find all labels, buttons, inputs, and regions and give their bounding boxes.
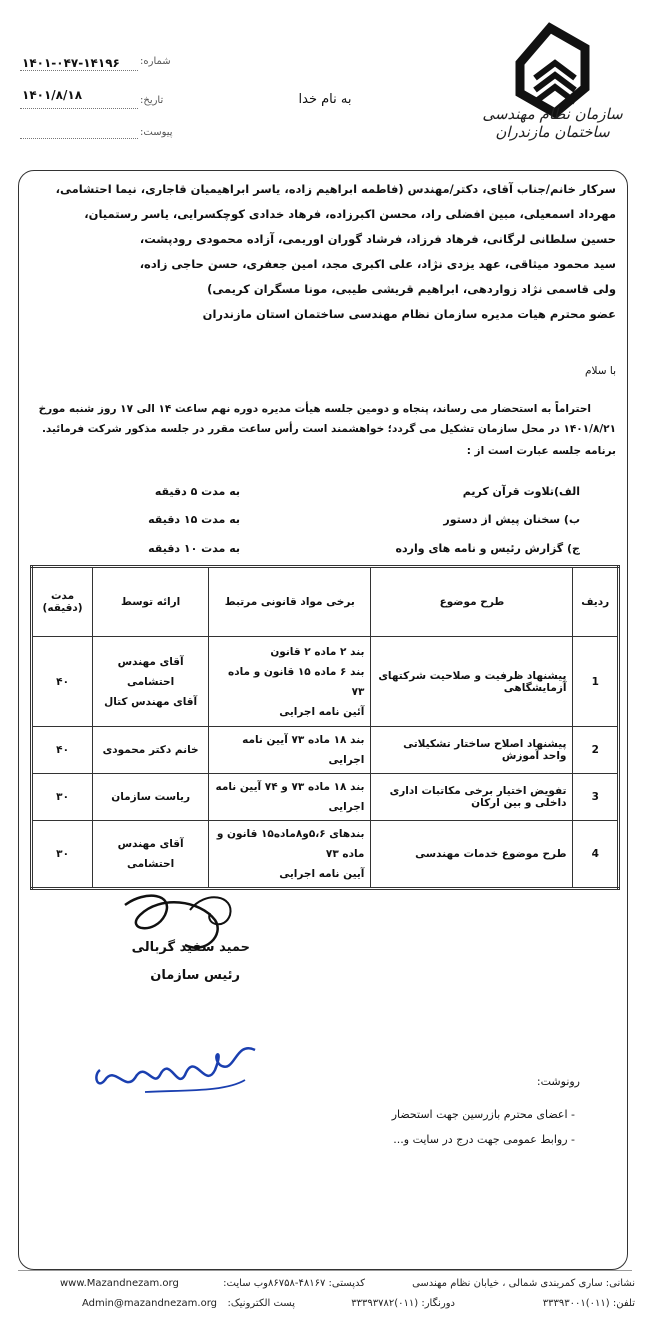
letter-number: ۱۴۰۱-۰۴۷-۱۴۱۹۶ — [22, 56, 120, 70]
table-row — [32, 774, 619, 821]
header-topic: طرح موضوع — [371, 567, 573, 637]
agenda-duration: به مدت ۱۵ دقیقه — [148, 513, 240, 526]
recipient-line: سرکار خانم/جناب آقای، دکتر/مهندس (فاطمه ابراهیم زاده، یاسر ابراهیمیان قاجاری، نیما احتشامی، — [55, 182, 616, 196]
law-line: آیین نامه اجرایی — [279, 868, 365, 880]
presenter-line: آقای مهندس کتال — [104, 695, 198, 708]
signatory-name: حمید سفید گربالی — [131, 940, 250, 955]
agenda-duration: به مدت ۵ دقیقه — [154, 485, 240, 498]
organization-name: سازمان نظام مهندسی ساختمان مازندران — [482, 105, 623, 141]
paragraph-line-2: ۱۴۰۱/۸/۲۱ در محل سازمان تشکیل می گردد؛ خواهشمند است رأس ساعت مقرر در جلسه مذکور شرکت فرمائید. — [41, 423, 616, 435]
table-row — [32, 727, 619, 774]
row-duration: ۳۰ — [32, 821, 93, 889]
row-duration: ۴۰ — [32, 727, 93, 774]
footer-email[interactable]: Admin@mazandnezam.org — [82, 1298, 217, 1309]
paragraph-line-1: احتراماً به استحضار می رساند، پنجاه و دومین جلسه هیأت مدیره دوره نهم ساعت ۱۴ الی ۱۷ روز شنبه مورخ — [38, 403, 591, 415]
number-label: شماره: — [140, 56, 171, 67]
agenda-duration: به مدت ۱۰ دقیقه — [148, 542, 240, 555]
date-label: تاریخ: — [140, 95, 164, 106]
table-header-row — [32, 567, 619, 637]
copies-label: رونوشت: — [536, 1075, 580, 1088]
row-laws — [209, 821, 371, 889]
recipient-line: حسین سلطانی لرگانی، فرهاد فرزاد، فرشاد گوران اوریمی، آزاده محمودی رودپشت، — [139, 232, 616, 246]
presenter-line: آقای مهندس احتشامی — [117, 838, 184, 870]
row-laws — [209, 727, 371, 774]
agenda-item: الف)تلاوت قرآن کریم — [462, 485, 580, 498]
row-topic: تفویض اختیار برخی مکاتبات اداری داخلی و بین ارکان — [371, 774, 573, 821]
row-laws — [209, 774, 371, 821]
date-line — [20, 108, 138, 109]
table-row — [32, 821, 619, 889]
recipient-line: سید محمود میثاقی، عهد یزدی نژاد، علی اکبری مجد، امین جعفری، حسن حاجی زاده، — [139, 257, 616, 271]
table-row — [32, 637, 619, 727]
row-topic: طرح موضوع خدمات مهندسی — [371, 821, 573, 889]
law-line: بند ۱۸ ماده ۷۳ و ۷۴ آیین نامه اجرایی — [215, 781, 365, 813]
presenter-line: آقای مهندس احتشامی — [117, 655, 184, 688]
number-line — [20, 70, 138, 71]
row-presenter — [93, 774, 209, 821]
law-line: بند ۱۸ ماده ۷۳ آیین نامه اجرایی — [242, 734, 365, 766]
recipient-title: عضو محترم هیات مدیره سازمان نظام مهندسی ساختمان استان مازندران — [202, 307, 616, 321]
organization-logo — [505, 18, 590, 118]
row-laws — [209, 637, 371, 727]
bismillah: به نام خدا — [298, 92, 352, 107]
signature-scribble — [105, 885, 255, 975]
law-line: آئین نامه اجرایی — [279, 705, 365, 718]
greeting: با سلام — [584, 365, 616, 377]
header-laws: برخی مواد قانونی مرتبط — [209, 567, 371, 637]
row-duration: ۳۰ — [32, 774, 93, 821]
row-duration: ۴۰ — [32, 637, 93, 727]
law-line: بند ۶ ماده ۱۵ قانون و ماده ۷۳ — [228, 665, 365, 698]
copy-item: - اعضای محترم بازرسین جهت استحضار — [391, 1108, 575, 1121]
attachment-label: پیوست: — [140, 127, 173, 138]
footer-email-label: پست الکترونیک: — [227, 1298, 295, 1309]
letter-date: ۱۴۰۱/۸/۱۸ — [22, 88, 83, 102]
organization-stamp — [85, 1030, 265, 1100]
footer-phone: تلفن: (۰۱۱)۳۳۳۹۳۰۰۱ — [542, 1298, 635, 1309]
presenter-line: خانم دکتر محمودی — [102, 744, 199, 756]
row-number: 2 — [573, 727, 619, 774]
row-number: 3 — [573, 774, 619, 821]
footer-website-label: وب سایت: — [223, 1278, 268, 1289]
recipient-line: ولی قاسمی نژاد زواردهی، ابراهیم قریشی طیبی، مونا مسگران کریمی) — [207, 282, 616, 296]
recipient-line: مهرداد اسمعیلی، مبین افضلی راد، محسن اکبرزاده، فرهاد خدادی کوچکسرایی، یاسر رستمیان، — [84, 207, 616, 221]
row-presenter — [93, 727, 209, 774]
header-row-number: ردیف — [573, 567, 619, 637]
header-presenter: ارائه توسط — [93, 567, 209, 637]
row-topic: پیشنهاد ظرفیت و صلاحیت شرکتهای آزمایشگاهی — [371, 637, 573, 727]
footer-fax: دورنگار: (۰۱۱)۳۳۳۹۳۷۸۲ — [351, 1298, 455, 1309]
attachment-line — [20, 138, 138, 139]
agenda-item: ج) گزارش رئیس و نامه های وارده — [395, 542, 580, 555]
agenda-item: ب) سخنان پیش از دستور — [443, 513, 580, 526]
presenter-line: ریاست سازمان — [111, 791, 190, 803]
row-number: 4 — [573, 821, 619, 889]
copy-item: - روابط عمومی جهت درج در سایت و... — [393, 1133, 575, 1146]
agenda-intro: برنامه جلسه عبارت است از : — [466, 445, 616, 457]
footer-postal: کدپستی: ۴۸۱۶۷-۸۶۷۵۸ — [268, 1278, 365, 1289]
row-topic: پیشنهاد اصلاح ساختار تشکیلاتی واحد آموزش — [371, 727, 573, 774]
row-presenter — [93, 637, 209, 727]
recipients-block — [26, 177, 616, 327]
header-duration: مدت (دقیقه) — [32, 567, 93, 637]
row-number: 1 — [573, 637, 619, 727]
row-presenter — [93, 821, 209, 889]
footer-website[interactable]: www.Mazandnezam.org — [60, 1278, 179, 1289]
agenda-table — [30, 565, 620, 890]
law-line: بند ۲ ماده ۲ قانون — [270, 645, 365, 658]
footer-address: نشانی: ساری کمربندی شمالی ، خیابان نظام مهندسی — [412, 1278, 635, 1289]
law-line: بندهای ۵،۶و۸ماده۱۵ قانون و ماده ۷۳ — [216, 828, 365, 860]
footer-divider — [18, 1270, 632, 1271]
signatory-title: رئیس سازمان — [150, 968, 240, 983]
